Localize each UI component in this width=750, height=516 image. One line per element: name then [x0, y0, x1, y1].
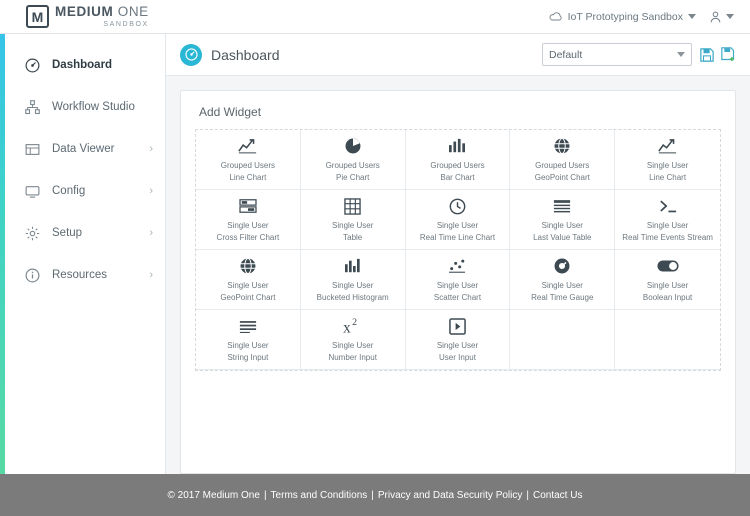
- table-grid-icon: [344, 196, 361, 216]
- widget-label-line1: Single User: [436, 221, 479, 230]
- widget-grouped-users-bar-chart[interactable]: [406, 130, 511, 190]
- widget-label-line2: Boolean Input: [642, 293, 693, 302]
- widget-label-line1: Single User: [436, 281, 479, 290]
- sidebar-item-label: Resources: [52, 269, 107, 281]
- widget-slot-empty: [615, 310, 720, 370]
- footer-link-terms[interactable]: Terms and Conditions: [270, 489, 368, 501]
- widget-label-line2: Line Chart: [229, 173, 267, 182]
- sidebar-item-label: Setup: [52, 227, 83, 239]
- widget-single-user-real-time-gauge[interactable]: [510, 250, 615, 310]
- widget-label-line1: Single User: [646, 281, 689, 290]
- save-as-button[interactable]: [721, 47, 736, 62]
- user-menu[interactable]: [710, 11, 734, 23]
- widget-label-line1: Single User: [227, 281, 269, 290]
- widget-label-line2: Last Value Table: [533, 233, 592, 242]
- widget-label-line1: Single User: [332, 281, 374, 290]
- widget-label-line1: Single User: [332, 221, 374, 230]
- line-chart-icon: [658, 136, 677, 156]
- footer-separator: |: [371, 489, 374, 501]
- play-icon: [449, 316, 466, 336]
- widget-label-line1: Single User: [227, 341, 269, 350]
- sidebar-item-chevron: ›: [149, 142, 153, 155]
- brand-name-light: ONE: [117, 4, 149, 20]
- cloud-icon: [549, 11, 563, 22]
- widget-label-line2: Cross Filter Chart: [216, 233, 280, 242]
- gauge-icon: [553, 256, 571, 276]
- footer-link-privacy[interactable]: Privacy and Data Security Policy: [377, 489, 523, 501]
- gear-icon: [22, 226, 42, 241]
- widget-grouped-users-line-chart[interactable]: [196, 130, 301, 190]
- widget-single-user-bucketed-histogram[interactable]: [301, 250, 406, 310]
- sidebar-item-label: Workflow Studio: [52, 101, 135, 113]
- widget-single-user-scatter-chart[interactable]: [406, 250, 511, 310]
- brand-text: [55, 5, 149, 28]
- svg-text:2: 2: [351, 317, 357, 329]
- widget-label-line1: Grouped Users: [325, 161, 380, 170]
- widget-slot-empty: [510, 310, 615, 370]
- lines-icon: [239, 316, 257, 336]
- chevron-down-icon: [677, 52, 685, 57]
- sidebar-item-chevron: ›: [149, 226, 153, 239]
- monitor-icon: [22, 184, 42, 199]
- widget-label-line1: Grouped Users: [535, 161, 590, 170]
- table-icon: [22, 142, 42, 157]
- widget-label-line1: Single User: [541, 221, 583, 230]
- globe-icon: [239, 256, 257, 276]
- user-icon: [710, 11, 721, 23]
- widget-label-line2: Bucketed Histogram: [316, 293, 389, 302]
- footer: [0, 474, 750, 516]
- dashboard-select[interactable]: [542, 43, 692, 66]
- widget-label-line1: Single User: [227, 221, 269, 230]
- x-squared-icon: [342, 316, 364, 336]
- list-icon: [553, 196, 571, 216]
- top-bar-right: [549, 11, 750, 23]
- dashboard-icon: [22, 58, 42, 73]
- widget-label-line2: Table: [343, 233, 363, 242]
- widget-grouped-users-geopoint-chart[interactable]: [510, 130, 615, 190]
- cross-filter-icon: [239, 196, 257, 216]
- brand-name-bold: MEDIUM: [55, 4, 114, 20]
- widget-single-user-line-chart[interactable]: [615, 130, 720, 190]
- brand-mark-letter: M: [31, 8, 44, 25]
- info-icon: [22, 268, 42, 283]
- sidebar-item-label: Data Viewer: [52, 143, 115, 155]
- globe-icon: [553, 136, 571, 156]
- sidebar-item-resources[interactable]: [0, 254, 165, 296]
- add-widget-title: Add Widget: [199, 105, 262, 119]
- widget-label-line2: Real Time Events Stream: [622, 233, 713, 242]
- widget-label-line2: Bar Chart: [440, 173, 475, 182]
- project-name: IoT Prototyping Sandbox: [567, 10, 683, 23]
- sidebar-item-label: Config: [52, 185, 86, 197]
- widget-single-user-real-time-line-chart[interactable]: [406, 190, 511, 250]
- brand-logo[interactable]: [0, 0, 166, 33]
- widget-label-line2: Pie Chart: [336, 173, 370, 182]
- histogram-icon: [344, 256, 362, 276]
- save-button[interactable]: [699, 47, 714, 62]
- widget-grouped-users-pie-chart[interactable]: [301, 130, 406, 190]
- widget-label-line2: Scatter Chart: [433, 293, 482, 302]
- page-header: [166, 34, 750, 76]
- widget-label-line2: GeoPoint Chart: [220, 293, 276, 302]
- sidebar-item-dashboard[interactable]: [0, 44, 165, 86]
- widget-label-line2: User Input: [439, 353, 476, 362]
- widget-grid: [196, 130, 720, 370]
- page-title: Dashboard: [211, 46, 280, 63]
- main-content: [166, 34, 750, 474]
- widget-single-user-last-value-table[interactable]: [510, 190, 615, 250]
- widget-single-user-cross-filter-chart[interactable]: [196, 190, 301, 250]
- widget-label-line1: Single User: [646, 221, 689, 230]
- widget-label-line1: Grouped Users: [220, 161, 276, 170]
- widget-single-user-string-input[interactable]: [196, 310, 301, 370]
- brand-name: [55, 5, 149, 19]
- bar-chart-icon: [448, 136, 466, 156]
- brand-mark-icon: [26, 5, 49, 28]
- widget-label-line2: Number Input: [328, 353, 377, 362]
- widget-label-line1: Single User: [436, 341, 479, 350]
- page-header-actions: [542, 43, 736, 66]
- body-row: [0, 34, 750, 474]
- svg-text:x: x: [342, 319, 351, 335]
- widget-single-user-number-input[interactable]: [301, 310, 406, 370]
- chevron-down-icon: [726, 14, 734, 19]
- dashboard-icon: [180, 44, 202, 66]
- widget-label-line2: Real Time Gauge: [531, 293, 594, 302]
- sidebar-item-chevron: ›: [149, 268, 153, 281]
- widget-label-line1: Single User: [332, 341, 374, 350]
- chevron-down-icon: [688, 14, 696, 19]
- dashboard-body: [166, 76, 750, 474]
- footer-link-contact[interactable]: Contact Us: [533, 489, 583, 501]
- project-selector[interactable]: [549, 11, 696, 23]
- sidebar-item-chevron: ›: [149, 184, 153, 197]
- widget-grid-container: [195, 129, 721, 371]
- widget-label-line2: GeoPoint Chart: [534, 173, 590, 182]
- add-widget-panel: [180, 90, 736, 474]
- widget-label-line1: Grouped Users: [430, 161, 485, 170]
- footer-separator: |: [263, 489, 267, 501]
- footer-separator: |: [526, 489, 529, 501]
- widget-label-line1: Single User: [541, 281, 583, 290]
- line-chart-icon: [238, 136, 257, 156]
- widget-single-user-real-time-events-stream[interactable]: [615, 190, 720, 250]
- widget-label-line2: Real Time Line Chart: [419, 233, 496, 242]
- footer-copyright: © 2017 Medium One: [167, 489, 260, 501]
- pie-chart-icon: [344, 136, 362, 156]
- top-bar: [0, 0, 750, 34]
- widget-single-user-boolean-input[interactable]: [615, 250, 720, 310]
- widget-label-line2: Line Chart: [649, 173, 687, 182]
- widget-single-user-table[interactable]: [301, 190, 406, 250]
- widget-single-user-user-input[interactable]: [406, 310, 511, 370]
- sidebar-item-setup[interactable]: [0, 212, 165, 254]
- terminal-icon: [659, 196, 677, 216]
- widget-label-line1: Single User: [646, 161, 689, 170]
- sidebar-item-workflow-studio[interactable]: [0, 86, 165, 128]
- widget-label-line2: String Input: [227, 353, 269, 362]
- toggle-icon: [657, 256, 679, 276]
- sidebar: [0, 34, 166, 474]
- dashboard-select-value: Default: [549, 48, 583, 61]
- sidebar-item-data-viewer[interactable]: [0, 128, 165, 170]
- widget-single-user-geopoint-chart[interactable]: [196, 250, 301, 310]
- workflow-icon: [22, 100, 42, 115]
- scatter-icon: [448, 256, 466, 276]
- brand-subtitle: SANDBOX: [103, 20, 149, 28]
- sidebar-item-label: Dashboard: [52, 59, 113, 71]
- sidebar-item-config[interactable]: [0, 170, 165, 212]
- clock-icon: [449, 196, 466, 216]
